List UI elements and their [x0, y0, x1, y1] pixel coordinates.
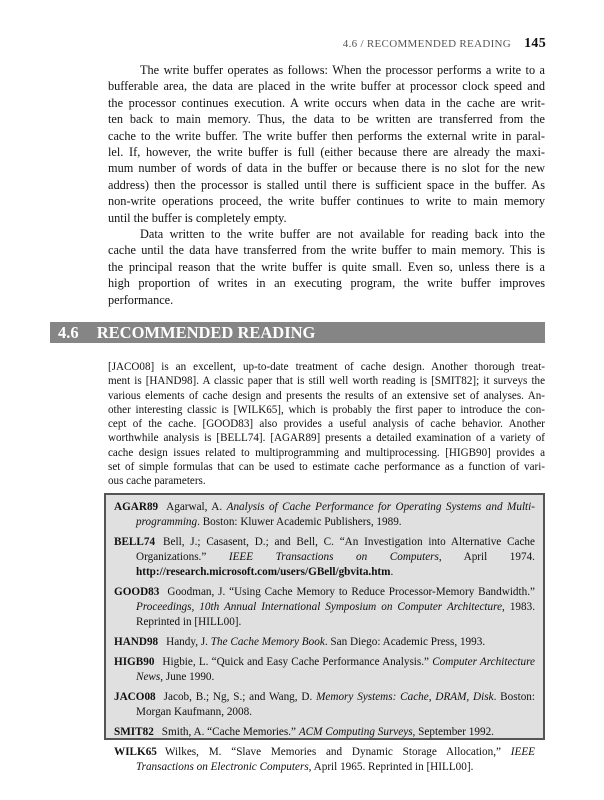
reference-text: . San Diego: Academic Press, 1993.: [324, 636, 486, 648]
page-number: 145: [524, 36, 546, 51]
references-box: [104, 493, 545, 773]
paragraph-line: various elements of cache design and presents the results of an extensive set of analyses. An-: [108, 389, 545, 402]
reference-key: GOOD83: [114, 586, 160, 598]
reference-entry: [114, 535, 535, 580]
reference-text: Higbie, L. “Quick and Easy Cache Performance Analysis.”: [162, 656, 433, 668]
body-text: [108, 62, 545, 308]
reference-text: ACM Computing Surveys,: [298, 726, 416, 738]
reference-text: Memory Systems: Cache, DRAM, Disk: [316, 691, 494, 703]
paragraph-line: mum number of words of data in the buffer or because there is no slot for the new: [108, 161, 545, 176]
reference-text: http://research.microsoft.com/users/GBell/gbvita.htm: [136, 566, 391, 578]
paragraph-line: lel. If, however, the write buffer is full (either because there are already the maxi-: [108, 145, 545, 160]
paragraph-line: The write buffer operates as follows: When the processor performs a write to a: [140, 63, 545, 77]
reference-key: HIGB90: [114, 656, 155, 668]
reference-text: Agarwal, A.: [166, 501, 227, 513]
reference-entry: [114, 745, 535, 775]
reference-key: WILK65: [114, 746, 157, 758]
reference-entry: [114, 655, 535, 685]
reference-text: , 1983. Reprinted in [HILL00].: [136, 601, 536, 628]
reference-text: Smith, A. “Cache Memories.”: [161, 726, 299, 738]
paragraph-line: address) then the processor is stalled until there is sufficient space in the buffer. As: [108, 177, 545, 192]
paragraph-line: non-write operations proceed, the write buffer continues to write to main memory: [108, 194, 545, 209]
paragraph-line: [JACO08] is an excellent, up-to-date treatment of cache design. Another thorough treat-: [108, 361, 545, 373]
paragraph-line: set of simple formulas that can be used to estimate cache performance as a function of vari-: [108, 461, 545, 474]
paragraph-line: high proportion of writes in an executing program, the write buffer improves: [108, 276, 545, 291]
reference-entry: [114, 690, 535, 720]
paragraph-line: ment is [HAND98]. A classic paper that is still well worth reading is [SMIT82]; it surveys the: [108, 375, 545, 388]
reference-text: Analysis of Cache Performance for Operating Systems and Multi-programming: [136, 501, 535, 528]
reference-text: , April 1974.: [438, 551, 535, 563]
paragraph-line: performance.: [108, 292, 174, 307]
reference-text: September 1992.: [415, 726, 494, 738]
reference-key: SMIT82: [114, 726, 154, 738]
paragraph-line: cache until the data have transferred from the write buffer to main memory. This is: [108, 243, 545, 258]
reference-text: Jacob, B.; Ng, S.; and Wang, D.: [163, 691, 317, 703]
reference-text: Goodman, J. “Using Cache Memory to Reduce Processor-Memory Bandwidth.”: [167, 586, 535, 598]
paragraph-line: bufferable area, the data are placed in the write buffer at processor clock speed and: [108, 79, 545, 94]
reference-text: IEEE Transactions on Electronic Computers,: [136, 746, 535, 773]
recommended-reading-paragraph: [108, 360, 545, 489]
paragraph-line: ous cache parameters.: [108, 475, 206, 488]
reference-key: AGAR89: [114, 501, 159, 513]
reference-entry: [114, 725, 535, 740]
reference-key: HAND98: [114, 636, 159, 648]
reference-text: April 1965. Reprinted in [HILL00].: [311, 761, 474, 773]
reference-text: The Cache Memory Book: [210, 636, 325, 648]
paragraph-line: the principal reason that the write buffer is quite small. Even so, unless there is a: [108, 259, 545, 274]
section-heading: [50, 322, 545, 343]
running-head: [343, 36, 546, 52]
paragraph-line: the processor continues execution. A write occurs when data in the cache are writ-: [108, 95, 545, 110]
reference-text: Bell, J.; Casasent, D.; and Bell, C. “An Investigation into Alternative Cache Organizations.”: [136, 536, 535, 563]
paragraph-line: until the buffer is completely empty.: [108, 210, 287, 225]
reference-text: Proceedings, 10th Annual International Symposium on Computer Architecture: [136, 601, 503, 613]
running-head-section: 4.6 / RECOMMENDED READING: [342, 38, 512, 50]
reference-text: .: [390, 566, 394, 578]
paragraph-line: Data written to the write buffer are not available for reading back into the: [140, 227, 545, 242]
reference-key: BELL74: [114, 536, 156, 548]
reference-text: . Boston: Morgan Kaufmann, 2008.: [136, 691, 535, 718]
reference-entry: [114, 585, 535, 630]
reference-text: IEEE Transactions on Computers: [228, 551, 439, 563]
paragraph-line: ten back to main memory. Thus, the data to be written are transferred from the: [108, 112, 545, 127]
reference-text: . Boston: Kluwer Academic Publishers, 1989.: [197, 516, 402, 528]
reference-text: Computer Architecture News: [136, 656, 535, 683]
section-title: RECOMMENDED READING: [96, 323, 316, 342]
paragraph-line: cept of the cache. [GOOD83] also provides a useful analysis of cache behavior. Another: [108, 418, 545, 431]
reference-text: , June 1990.: [160, 671, 215, 683]
reference-text: Wilkes, M. “Slave Memories and Dynamic Storage Allocation,”: [164, 746, 511, 758]
reference-text: Handy, J.: [166, 636, 211, 648]
paragraph-line: cache to the write buffer. The write buffer then performs the external write in paral-: [108, 128, 545, 143]
reference-entry: [114, 635, 535, 650]
paragraph-line: worthwhile analysis is [BELL74]. [AGAR89] presents a detailed examination of a variety of: [108, 432, 545, 445]
reference-entry: [114, 500, 535, 530]
paragraph-line: cache design issues related to multiprogramming and multiprocessing. [HIGB90] provides a: [108, 446, 545, 459]
reference-key: JACO08: [114, 691, 156, 703]
section-number: 4.6: [58, 323, 79, 342]
paragraph-line: other interesting classic is [WILK65], which is probably the first paper to introduce the con-: [108, 403, 545, 416]
